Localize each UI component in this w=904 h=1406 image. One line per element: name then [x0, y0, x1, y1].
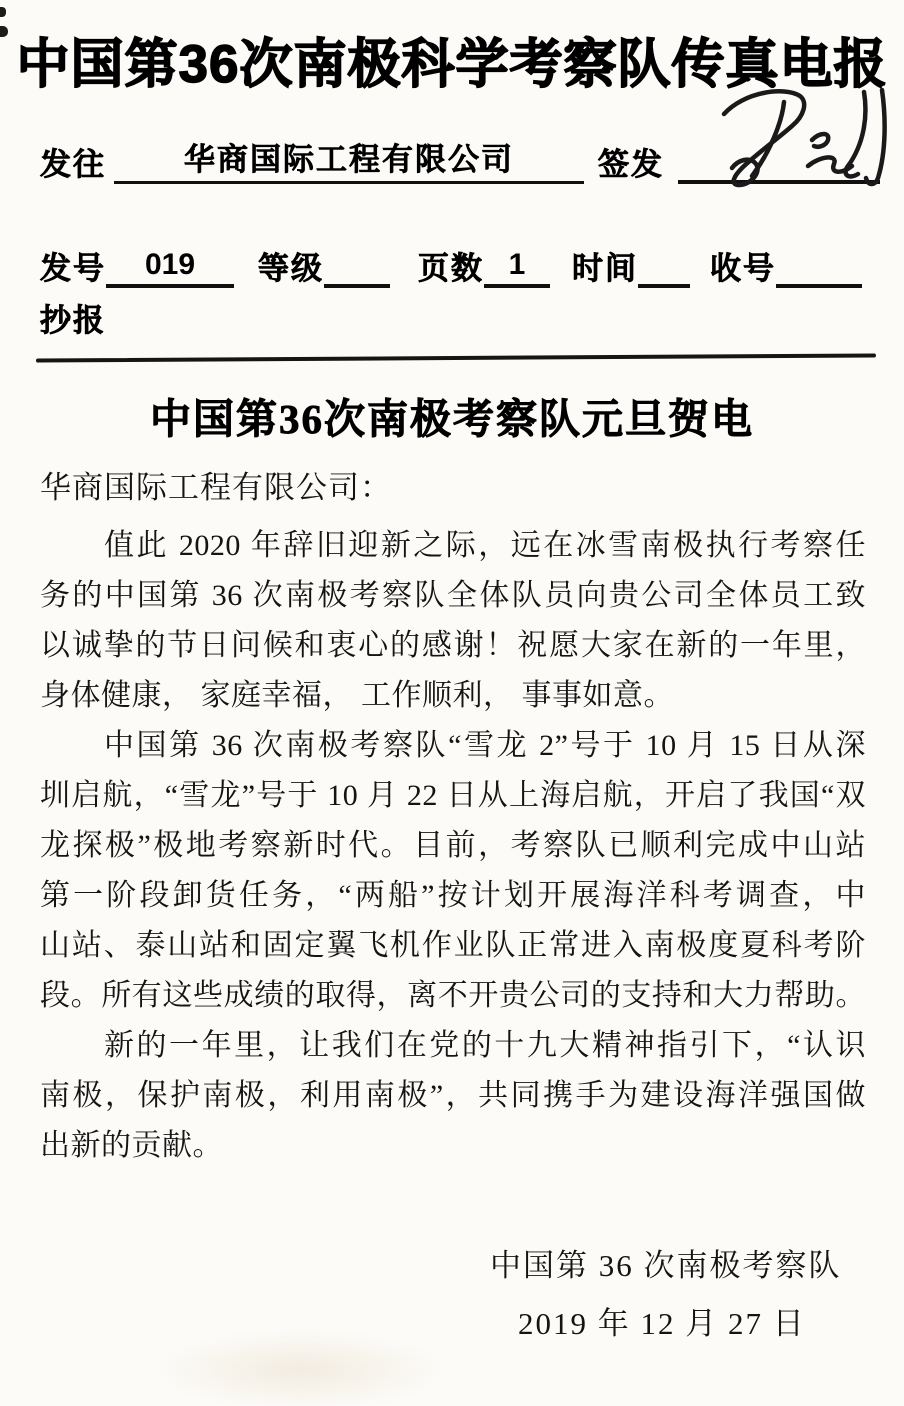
salutation: 华商国际工程有限公司： — [40, 470, 392, 505]
body-line: 务的中国第 36 次南极考察队全体队员向贵公司全体员工致 — [40, 579, 866, 612]
copy-label: 抄报 — [40, 303, 106, 338]
separator-line — [36, 353, 876, 362]
time-label: 时间 — [572, 251, 638, 286]
body-line: 圳启航，“雪龙”号于 10 月 22 日从上海启航，开启了我国“双 — [40, 779, 866, 812]
recipient-row — [40, 130, 880, 184]
receive-label: 收号 — [710, 251, 776, 286]
page-title: 中国第36次南极科学考察队传真电报 — [16, 35, 888, 94]
to-label: 发往 — [40, 147, 106, 182]
number-label: 发号 — [40, 251, 106, 286]
scan-smudge — [150, 1330, 450, 1406]
meta-row — [40, 234, 880, 288]
letter-body — [40, 521, 866, 1171]
closing-date: 2019 年 12 月 27 日 — [518, 1306, 806, 1341]
copy-row — [40, 292, 880, 340]
document-title: 中国第36次南极考察队元旦贺电 — [150, 396, 754, 442]
to-value: 华商国际工程有限公司 — [184, 142, 514, 177]
body-line: 南极，保护南极，利用南极”，共同携手为建设海洋强国做 — [40, 1079, 866, 1112]
to-field — [114, 136, 584, 184]
body-line: 第一阶段卸货任务，“两船”按计划开展海洋科考调查，中 — [40, 879, 866, 912]
body-line: 龙探极”极地考察新时代。目前，考察队已顺利完成中山站 — [40, 829, 866, 862]
body-line: 出新的贡献。 — [40, 1129, 223, 1162]
sign-field — [678, 136, 880, 184]
number-value: 019 — [144, 248, 196, 281]
number-field — [106, 240, 234, 288]
body-line: 山站、泰山站和固定翼飞机作业队正常进入南极度夏科考阶 — [40, 929, 866, 962]
time-field — [638, 240, 690, 288]
pages-label: 页数 — [418, 251, 484, 286]
body-line: 身体健康， 家庭幸福， 工作顺利， 事事如意。 — [40, 679, 674, 712]
body-line: 中国第 36 次南极考察队“雪龙 2”号于 10 月 15 日从深 — [104, 729, 866, 762]
body-line: 段。所有这些成绩的取得，离不开贵公司的支持和大力帮助。 — [40, 979, 866, 1012]
grade-field — [324, 240, 390, 288]
receive-field — [776, 240, 862, 288]
signature-handwriting-icon — [696, 82, 901, 192]
body-line: 以诚挚的节日问候和衷心的感谢！祝愿大家在新的一年里， — [40, 629, 866, 662]
pages-field — [484, 240, 550, 288]
grade-label: 等级 — [258, 251, 324, 286]
body-line: 新的一年里，让我们在党的十九大精神指引下，“认识 — [104, 1029, 866, 1062]
body-line: 值此 2020 年辞旧迎新之际，远在冰雪南极执行考察任 — [104, 529, 866, 562]
pages-value: 1 — [508, 248, 526, 281]
closing-signer: 中国第 36 次南极考察队 — [490, 1248, 842, 1283]
sign-label: 签发 — [598, 147, 664, 182]
scan-artifact — [0, 7, 6, 17]
